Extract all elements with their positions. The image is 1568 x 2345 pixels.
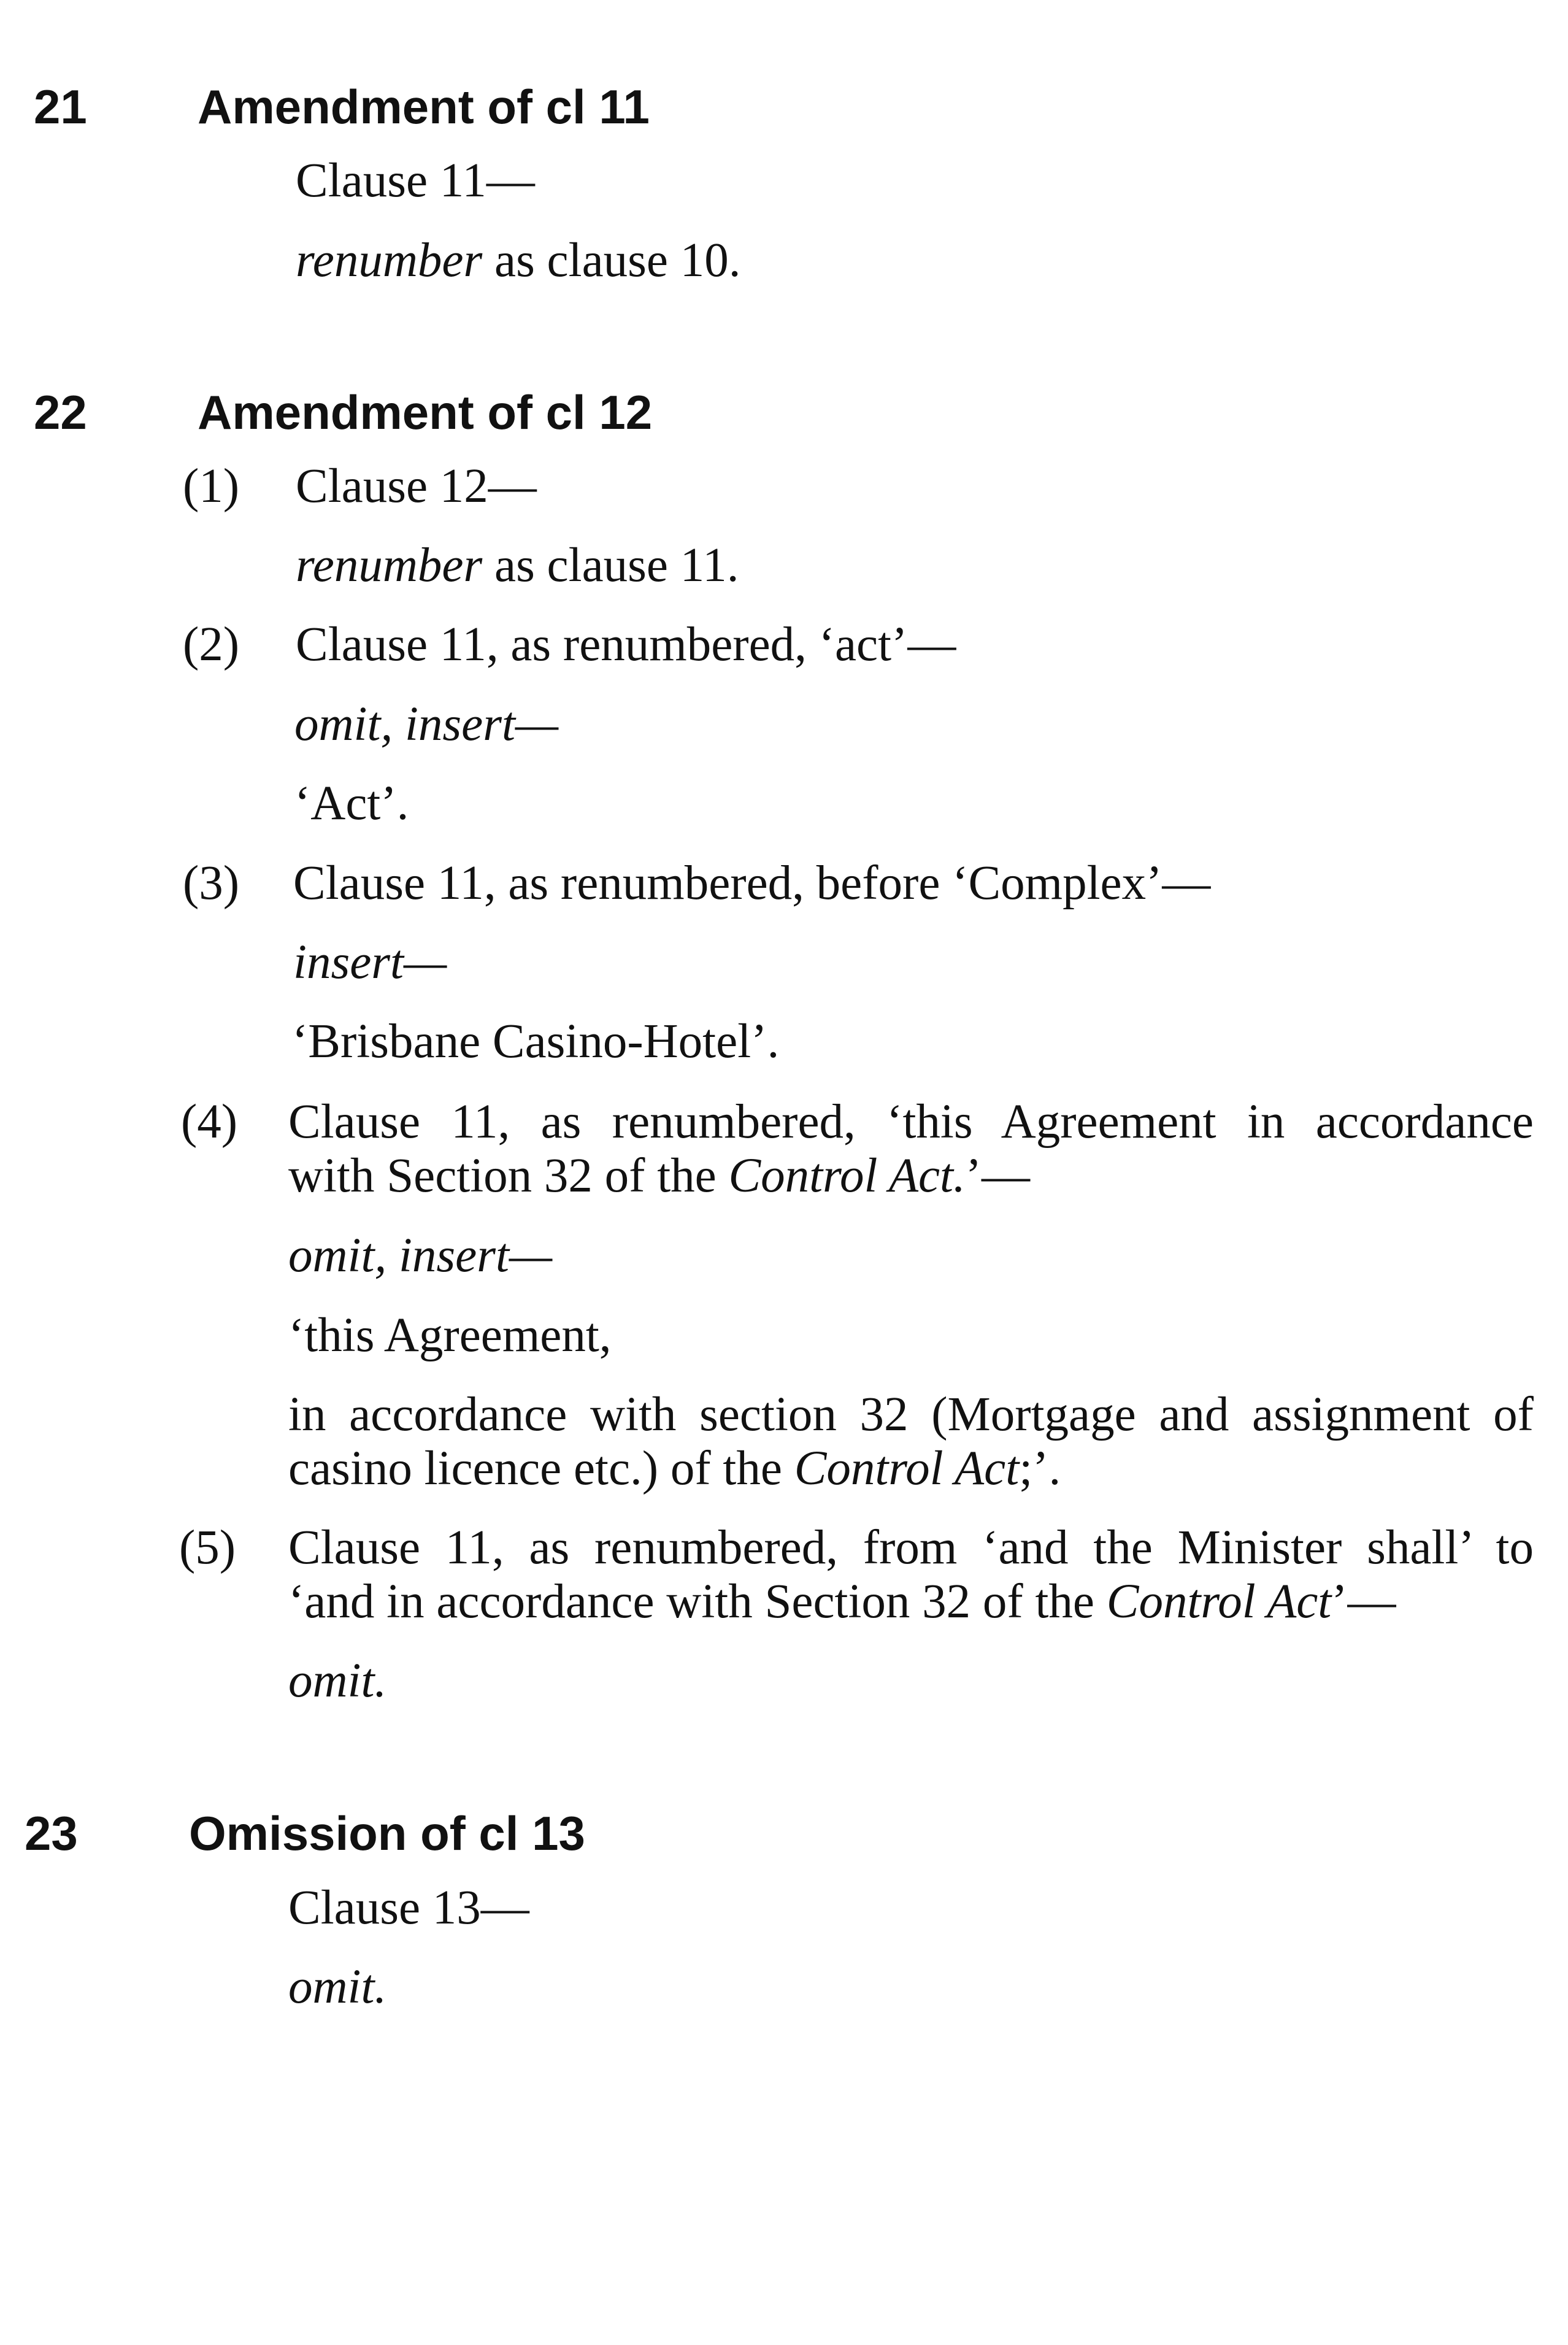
instruction-text: omit. [288,1654,387,1708]
text-post: ’— [1331,1575,1396,1628]
paragraph-number: (3) [183,857,240,910]
section-number: 23 [25,1806,78,1860]
section-title: Omission of cl 13 [189,1806,585,1860]
replacement-line3 [288,1442,1061,1496]
clause-text: Clause 13— [288,1881,529,1935]
action-rest: as clause 10. [482,234,741,287]
replacement-line2: in accordance with section 32 (Mortgage and assignment of [288,1388,1534,1441]
instruction-text: omit, insert— [288,1229,553,1282]
replacement-text: ‘Act’. [294,777,409,830]
instruction-text: omit. [288,1960,387,2014]
paragraph-number: (1) [183,460,240,513]
action-rest: as clause 11. [482,539,739,592]
action-text [296,234,740,288]
paragraph-number: (4) [181,1095,238,1149]
paragraph-number: (5) [179,1521,236,1574]
replacement-line1: ‘this Agreement, [288,1309,612,1362]
section-number: 22 [34,385,87,439]
section-title: Amendment of cl 12 [198,385,653,439]
act-name: Control Act. [728,1149,966,1203]
paragraph-text-line2 [288,1575,1396,1629]
paragraph-text-line1: Clause 11, as renumbered, ‘this Agreement in accordance [288,1095,1534,1149]
section-title: Amendment of cl 11 [198,80,650,134]
section-number: 21 [34,80,87,134]
clause-text: Clause 11— [296,154,535,207]
text-post: ’— [965,1149,1031,1203]
paragraph-text: Clause 11, as renumbered, ‘act’— [296,618,956,671]
replacement-text: ‘Brisbane Casino-Hotel’. [292,1015,780,1068]
instruction-text: omit, insert— [294,698,559,751]
action-italic: renumber [296,234,483,287]
instruction-text: insert— [293,936,447,989]
action-italic: renumber [296,539,483,592]
paragraph-text: Clause 11, as renumbered, before ‘Complex’— [293,857,1211,910]
paragraph-text-line1: Clause 11, as renumbered, from ‘and the Minister shall’ to [288,1521,1534,1574]
text-pre: with Section 32 of the [288,1149,729,1203]
paragraph-text: Clause 12— [296,460,537,513]
paragraph-number: (2) [183,618,240,671]
act-name: Control Act [1106,1575,1332,1628]
action-text [296,539,739,593]
text-post: ;’. [1019,1442,1061,1495]
text-pre: casino licence etc.) of the [288,1442,794,1495]
paragraph-text-line2 [288,1149,1030,1203]
act-name: Control Act [794,1442,1020,1495]
text-pre: ‘and in accordance with Section 32 of the [288,1575,1107,1628]
